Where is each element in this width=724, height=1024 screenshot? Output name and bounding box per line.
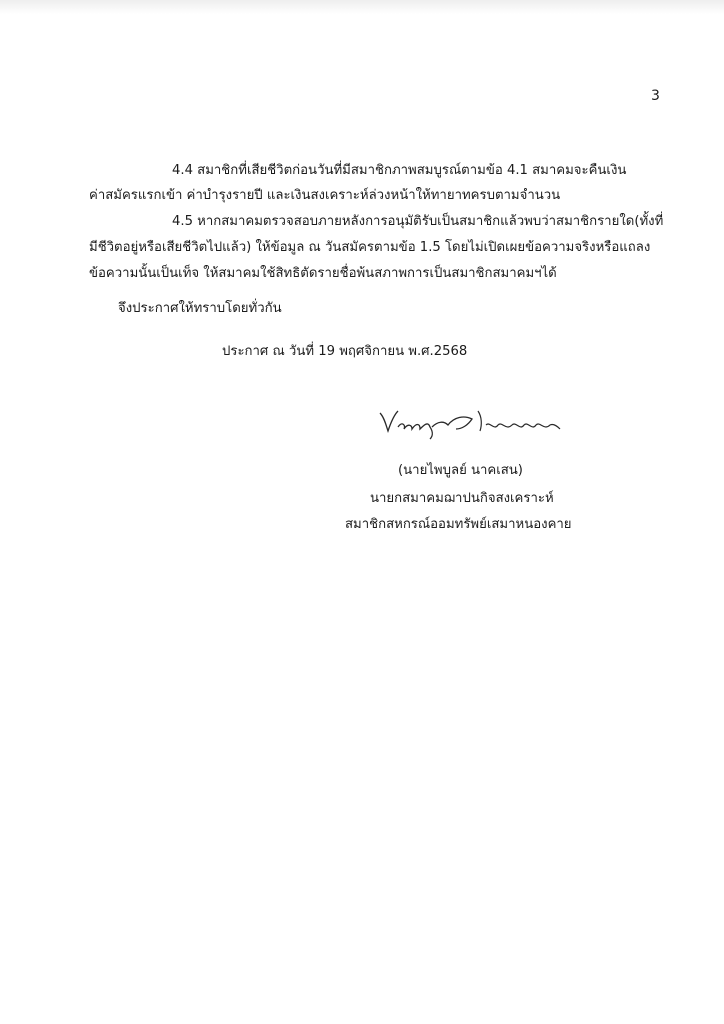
- clause-4-5-line-2: มีชีวิตอยู่หรือเสียชีวิตไปแล้ว) ให้ข้อมูล ณ วันสมัครตามข้อ 1.5 โดยไม่เปิดเผยข้อความจริงหรือแถลง: [89, 240, 651, 255]
- clause-4-4-line-1: 4.4 สมาชิกที่เสียชีวิตก่อนวันที่มีสมาชิกภาพสมบูรณ์ตามข้อ 4.1 สมาคมจะคืนเงิน: [172, 163, 627, 178]
- signatory-position: นายกสมาคมฌาปนกิจสงเคราะห์: [370, 491, 554, 506]
- clause-4-5-line-1: 4.5 หากสมาคมตรวจสอบภายหลังการอนุมัติรับเป็นสมาชิกแล้วพบว่าสมาชิกรายใด(ทั้งที่: [172, 214, 664, 229]
- handwritten-signature: [372, 403, 572, 443]
- signatory-organization: สมาชิกสหกรณ์ออมทรัพย์เสมาหนองคาย: [345, 517, 572, 532]
- page-number: 3: [651, 88, 660, 104]
- clause-4-5-line-3: ข้อความนั้นเป็นเท็จ ให้สมาคมใช้สิทธิตัดรายชื่อพ้นสภาพการเป็นสมาชิกสมาคมฯได้: [89, 266, 557, 281]
- announcement-date: ประกาศ ณ วันที่ 19 พฤศจิกายน พ.ศ.2568: [222, 344, 468, 359]
- clause-4-4-line-2: ค่าสมัครแรกเข้า ค่าบำรุงรายปี และเงินสงเคราะห์ล่วงหน้าให้ทายาทครบตามจำนวน: [89, 188, 561, 203]
- scan-edge-shade: [0, 0, 724, 14]
- signatory-name: (นายไพบูลย์ นาคเสน): [398, 463, 523, 478]
- closing-statement: จึงประกาศให้ทราบโดยทั่วกัน: [118, 301, 282, 316]
